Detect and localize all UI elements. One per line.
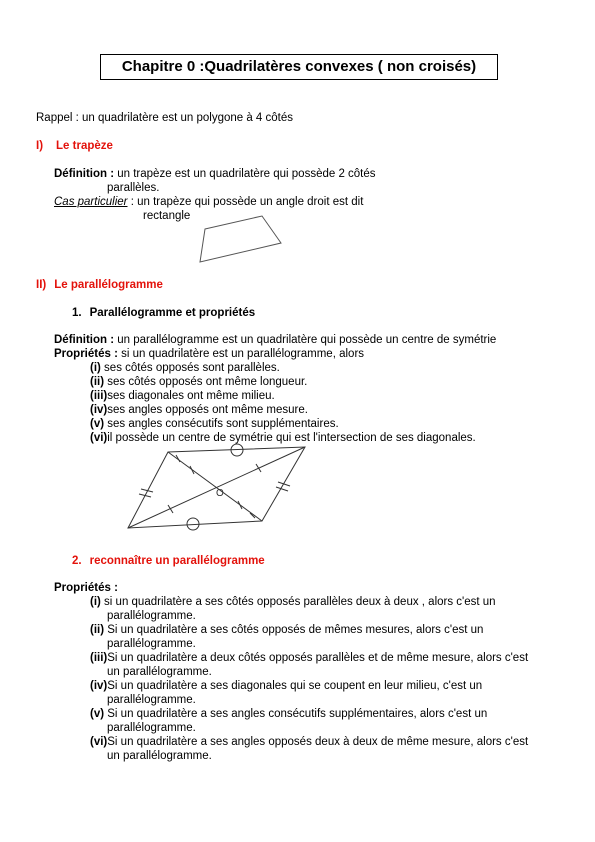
criterion-number: (vi) — [90, 736, 108, 748]
criterion-item — [90, 623, 483, 637]
property-number: (vi) — [90, 432, 108, 444]
properties-intro-text: si un quadrilatère est un parallélogramme, alors — [117, 348, 365, 360]
special-case-text: : un trapèze qui possède un angle droit est dit — [127, 196, 364, 208]
criterion-text: Si un quadrilatère a ses angles opposés deux à deux de même mesure, alors c'est — [107, 736, 529, 748]
subsection2-heading — [72, 554, 265, 568]
property-text: ses côtés opposés sont parallèles. — [100, 362, 280, 374]
trapeze-definition-cont: parallèles. — [107, 182, 160, 194]
property-text: ses côtés opposés ont même longueur. — [104, 376, 308, 388]
rappel-text: Rappel : un quadrilatère est un polygone à 4 côtés — [36, 112, 294, 124]
special-case-cont: rectangle — [143, 210, 191, 222]
section2-number: II) — [36, 279, 47, 291]
criterion-text: Si un quadrilatère a ses angles consécutifs supplémentaires, alors c'est un — [104, 708, 488, 720]
property-text: ses angles consécutifs sont supplémentaires. — [104, 418, 339, 430]
criterion-cont: parallélogramme. — [107, 638, 196, 650]
definition-label: Définition : — [54, 168, 115, 180]
property-number: (iii) — [90, 390, 108, 402]
criterion-number: (iii) — [90, 652, 108, 664]
subsection1-title: Parallélogramme et propriétés — [89, 307, 256, 319]
criterion-number: (ii) — [90, 624, 105, 636]
special-case-label: Cas particulier — [54, 196, 128, 208]
diagonal-ac — [168, 452, 262, 521]
criterion-number: (iv) — [90, 680, 108, 692]
property-number: (ii) — [90, 376, 105, 388]
equal-side-mark-right — [276, 482, 290, 491]
property-number: (iv) — [90, 404, 108, 416]
criterion-item — [90, 595, 496, 609]
subsection2-number: 2. — [72, 555, 82, 567]
criterion-text: si un quadrilatère a ses côtés opposés parallèles deux à deux , alors c'est un — [100, 596, 496, 608]
property-number: (i) — [90, 362, 101, 374]
definition-label: Définition : — [54, 334, 115, 346]
properties2-label: Propriétés : — [54, 582, 118, 594]
criterion-cont: parallélogramme. — [107, 610, 196, 622]
section2-title: Le parallélogramme — [54, 279, 163, 291]
criterion-item — [90, 707, 487, 721]
chapter-title: Chapitre 0 :Quadrilatères convexes ( non croisés) — [100, 54, 498, 80]
criterion-item — [90, 651, 528, 665]
section1-number: I) — [36, 140, 44, 152]
criterion-item — [90, 679, 482, 693]
criterion-cont: un parallélogramme. — [107, 666, 212, 678]
criterion-cont: un parallélogramme. — [107, 750, 212, 762]
property-number: (v) — [90, 418, 105, 430]
property-text: il possède un centre de symétrie qui est l'intersection de ses diagonales. — [107, 432, 476, 444]
criterion-text: Si un quadrilatère a ses côtés opposés de mêmes mesures, alors c'est un — [104, 624, 484, 636]
criterion-text: Si un quadrilatère a ses diagonales qui se coupent en leur milieu, c'est un — [107, 680, 483, 692]
criterion-cont: parallélogramme. — [107, 722, 196, 734]
property-text: ses angles opposés ont même mesure. — [107, 404, 308, 416]
criterion-number: (v) — [90, 708, 105, 720]
properties-label: Propriétés : — [54, 348, 118, 360]
trapeze-definition-text: un trapèze est un quadrilatère qui possède 2 côtés — [114, 168, 376, 180]
center-label: O — [216, 488, 224, 499]
property-text: ses diagonales ont même milieu. — [107, 390, 275, 402]
parallelogram-definition-text: un parallélogramme est un quadrilatère qui possède un centre de symétrie — [114, 334, 497, 346]
criterion-cont: parallélogramme. — [107, 694, 196, 706]
criterion-item — [90, 735, 528, 749]
criterion-text: Si un quadrilatère a deux côtés opposés parallèles et de même mesure, alors c'est — [107, 652, 529, 664]
diagonal-tick-1 — [190, 466, 194, 474]
criterion-number: (i) — [90, 596, 101, 608]
subsection1-number: 1. — [72, 307, 82, 319]
diagonal-tick-2 — [238, 501, 242, 509]
subsection2-title: reconnaître un parallélogramme — [89, 555, 265, 567]
section1-title: Le trapèze — [56, 140, 113, 152]
